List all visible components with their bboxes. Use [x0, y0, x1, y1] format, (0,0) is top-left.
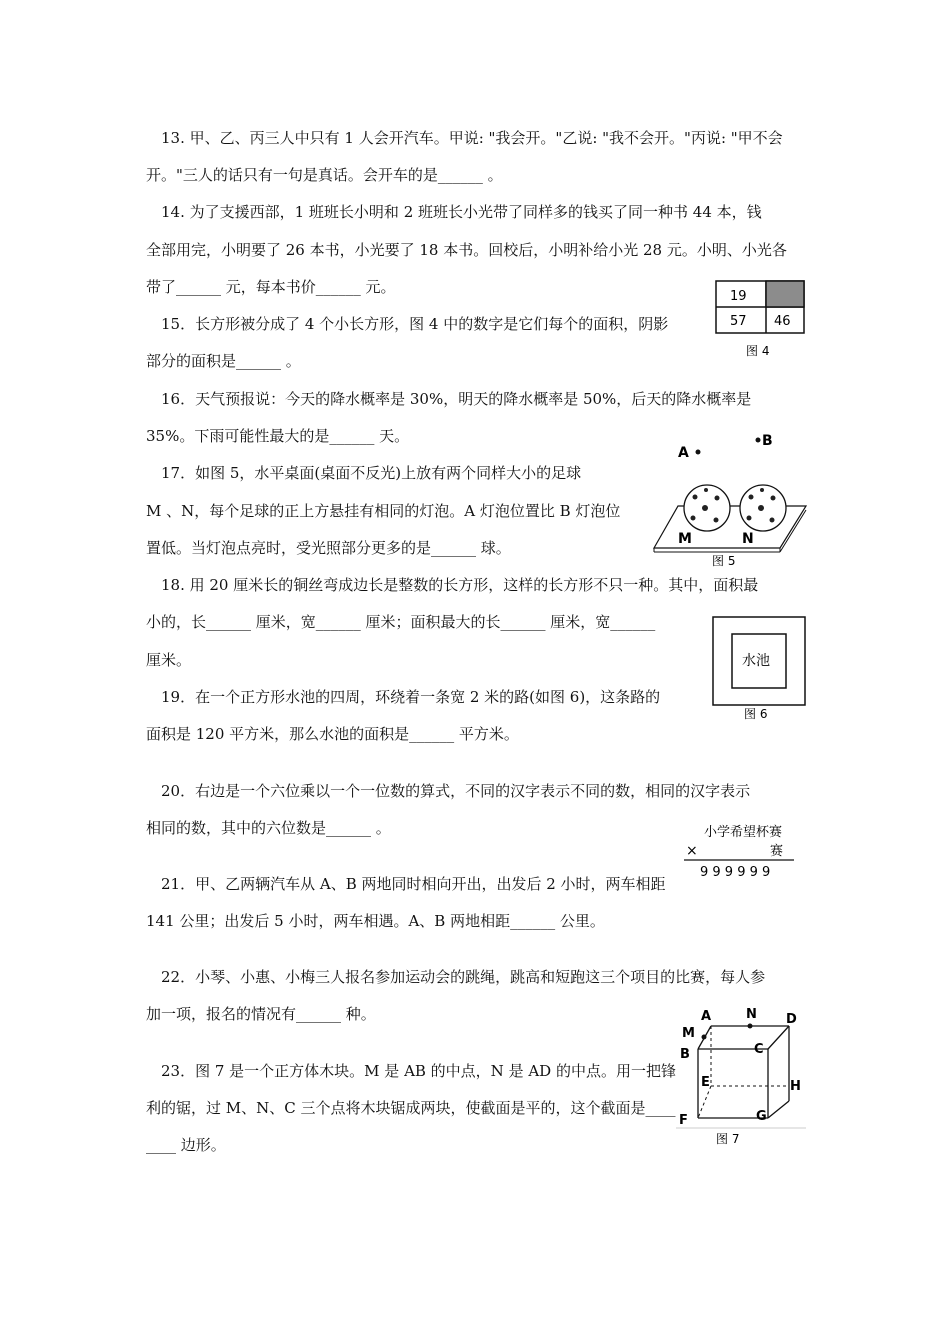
fig4-cell-46: 46: [774, 314, 791, 329]
q23-line1: 23．图 7 是一个正方体木块。M 是 AB 的中点，N 是 AD 的中点。用一把锋: [146, 1062, 676, 1080]
vertex-h: H: [790, 1079, 801, 1094]
figure-6: [710, 614, 810, 722]
q14-line1: 14. 为了支援西部，1 班班长小明和 2 班班长小光带了同样多的钱买了同一种书 44 本，钱: [146, 203, 762, 221]
q19-line2: 面积是 120 平方米，那么水池的面积是______ 平方米。: [146, 725, 519, 743]
multiply-sign: ×: [686, 843, 698, 859]
q16-line2: 35%。下雨可能性最大的是______ 天。: [146, 427, 410, 445]
vertex-a: A: [701, 1009, 712, 1024]
q19-line1: 19．在一个正方形水池的四周，环绕着一条宽 2 米的路(如图 6)，这条路的: [146, 688, 661, 706]
q13-line2: 开。"三人的话只有一句是真话。会开车的是______ 。: [146, 166, 503, 184]
equation-multiplier: 赛: [770, 844, 784, 859]
q15-line1: 15．长方形被分成了 4 个小长方形，图 4 中的数字是它们每个的面积，阴影: [146, 315, 669, 333]
q17-line3: 置低。当灯泡点亮时，受光照部分更多的是______ 球。: [146, 539, 511, 557]
q18-line1: 18. 用 20 厘米长的铜丝弯成边长是整数的长方形，这样的长方形不只一种。其中，面积最: [146, 576, 759, 594]
label-m: M: [678, 531, 692, 547]
q23-line3: ____ 边形。: [146, 1136, 226, 1154]
figure-5: [650, 428, 810, 570]
fig5-caption: 图 5: [712, 554, 736, 568]
figure-7: [676, 1004, 810, 1150]
equation-multiplicand: 小学希望杯赛: [704, 825, 783, 840]
figure-equation: [682, 820, 802, 882]
q18-line2: 小的，长______ 厘米，宽______ 厘米；面积最大的长______ 厘米，宽______: [146, 613, 656, 631]
q20-line2: 相同的数，其中的六位数是______ 。: [146, 819, 391, 837]
q22-line2: 加一项，报名的情况有______ 种。: [146, 1005, 376, 1023]
q23-line2: 利的锯，过 M、N、C 三个点将木块锯成两块，使截面是平的，这个截面是____: [146, 1099, 676, 1117]
vertex-f: F: [679, 1113, 688, 1128]
q20-line1: 20．右边是一个六位乘以一个一位数的算式，不同的汉字表示不同的数，相同的汉字表示: [146, 782, 751, 800]
vertex-e: E: [701, 1075, 710, 1090]
vertex-n: N: [746, 1007, 757, 1022]
fig7-caption: 图 7: [716, 1132, 740, 1146]
label-a: A: [678, 445, 689, 461]
pool-label: 水池: [742, 653, 770, 669]
equation-result: 9 9 9 9 9 9: [700, 865, 771, 880]
vertex-c: C: [754, 1042, 764, 1057]
fig4-cell-19: 19: [730, 289, 747, 304]
figure-4: [714, 278, 810, 360]
q22-line1: 22．小琴、小惠、小梅三人报名参加运动会的跳绳，跳高和短跑这三个项目的比赛，每人参: [146, 968, 766, 986]
vertex-d: D: [786, 1012, 797, 1027]
q13-line1: 13. 甲、乙、丙三人中只有 1 人会开汽车。甲说: "我会开。"乙说: "我不会开。"丙说: "甲不会: [146, 129, 783, 147]
fig4-caption: 图 4: [746, 344, 770, 358]
vertex-g: G: [756, 1109, 767, 1124]
shaded-cell: [766, 281, 804, 307]
q15-line2: 部分的面积是______ 。: [146, 352, 301, 370]
label-b: B: [762, 433, 773, 449]
fig6-caption: 图 6: [744, 707, 768, 721]
q21-line2: 141 公里；出发后 5 小时，两车相遇。A、B 两地相距______ 公里。: [146, 912, 605, 930]
q18-line3: 厘米。: [146, 651, 192, 669]
q21-line1: 21．甲、乙两辆汽车从 A、B 两地同时相向开出，出发后 2 小时，两车相距: [146, 875, 666, 893]
vertex-b: B: [680, 1047, 690, 1062]
fig4-cell-57: 57: [730, 314, 747, 329]
q16-line1: 16．天气预报说：今天的降水概率是 30%，明天的降水概率是 50%，后天的降水概率是: [146, 390, 752, 408]
q14-line3: 带了______ 元，每本书价______ 元。: [146, 278, 396, 296]
label-n: N: [742, 531, 754, 547]
q14-line2: 全部用完，小明要了 26 本书，小光要了 18 本书。回校后，小明补给小光 28 元。小明、小光各: [146, 241, 787, 259]
vertex-m: M: [682, 1026, 695, 1041]
q17-line2: M 、N，每个足球的正上方悬挂有相同的灯泡。A 灯泡位置比 B 灯泡位: [146, 502, 621, 520]
q17-line1: 17．如图 5，水平桌面(桌面不反光)上放有两个同样大小的足球: [146, 464, 582, 482]
